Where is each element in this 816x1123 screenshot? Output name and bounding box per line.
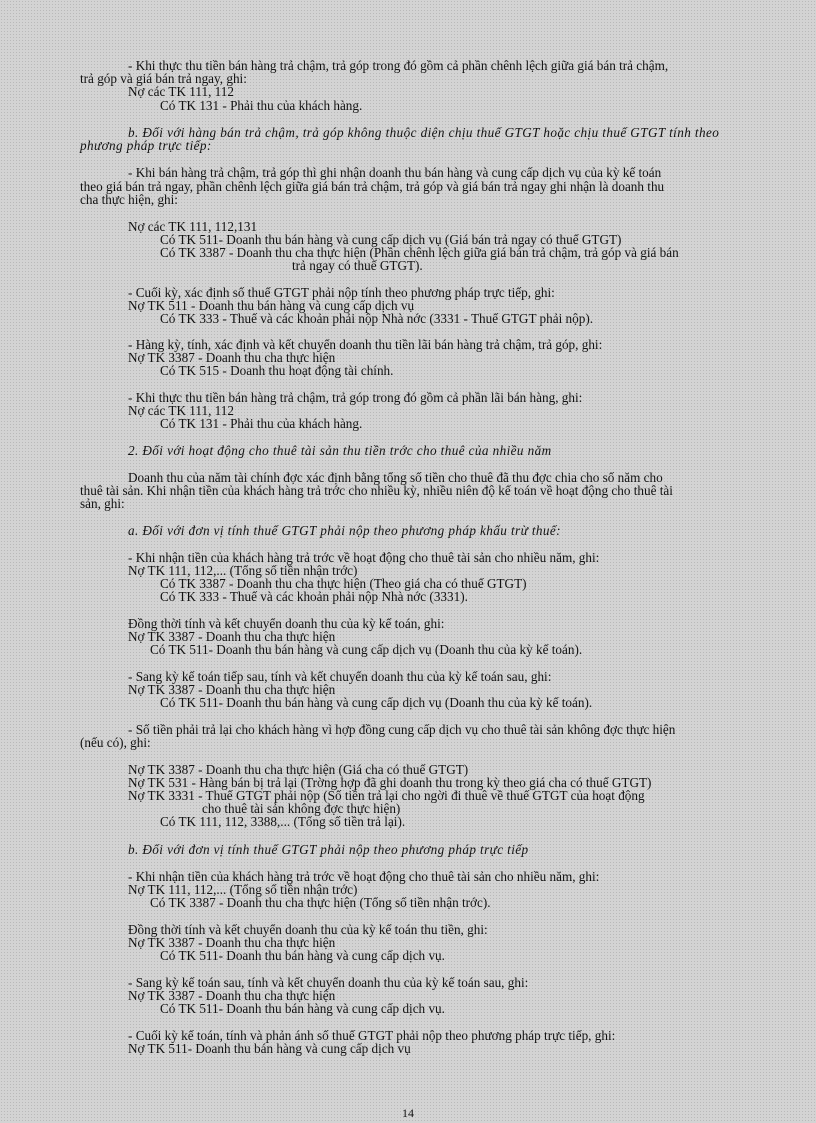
text-line: Doanh thu của năm tài chính đợc xác định bằng tổng số tiền cho thuê đã thu đợc chia cho số năm cho [128,470,663,485]
text-line: Có TK 511- Doanh thu bán hàng và cung cấp dịch vụ (Giá bán trả ngay có thuế GTGT) [160,232,622,247]
text-line: sản, ghi: [80,496,125,511]
text-line: thuê tài sản. Khi nhận tiền của khách hàng trả trớc cho nhiều kỳ, nhiều niên độ kế toán về hoạt động cho thuê tài [80,483,673,498]
text-line: Có TK 511- Doanh thu bán hàng và cung cấp dịch vụ. [160,948,445,963]
section-heading: a. Đối với đơn vị tính thuế GTGT phải nộp theo phương pháp khấu trừ thuế: [128,523,561,538]
text-line: - Khi thực thu tiền bán hàng trả chậm, trả góp trong đó gồm cả phần lãi bán hàng, ghi: [128,390,583,405]
text-line: theo giá bán trả ngay, phần chênh lệch giữa giá bán trả chậm, trả góp và giá bán trả ngay ghi nhận là doanh thu [80,179,665,194]
text-line: Nợ TK 3387 - Doanh thu cha thực hiện [128,350,336,365]
text-line: Nợ TK 3387 - Doanh thu cha thực hiện [128,935,336,950]
section-heading: b. Đối với đơn vị tính thuế GTGT phải nộp theo phương pháp trực tiếp [128,842,529,857]
text-line: trả góp và giá bán trả ngay, ghi: [80,71,247,86]
text-line: Nợ TK 3331 - Thuế GTGT phải nộp (Số tiền trả lại cho ngời đi thuê về thuế GTGT của hoạt động [128,788,645,803]
text-line: Có TK 511- Doanh thu bán hàng và cung cấp dịch vụ. [160,1001,445,1016]
text-line: - Khi nhận tiền của khách hàng trả trớc về hoạt động cho thuê tài sản cho nhiều năm, ghi: [128,550,600,565]
text-line: Nợ TK 3387 - Doanh thu cha thực hiện [128,629,336,644]
text-line: trả ngay có thuế GTGT). [292,258,423,273]
text-line: Có TK 3387 - Doanh thu cha thực hiện (Tổng số tiền nhận trớc). [150,895,491,910]
text-line: Có TK 111, 112, 3388,... (Tổng số tiền trả lại). [160,814,406,829]
text-line: Có TK 131 - Phải thu của khách hàng. [160,416,363,431]
text-line: Đồng thời tính và kết chuyển doanh thu của kỳ kế toán, ghi: [128,616,445,631]
text-line: Có TK 333 - Thuế và các khoản phải nộp Nhà nớc (3331 - Thuế GTGT phải nộp). [160,311,594,326]
text-line: - Khi thực thu tiền bán hàng trả chậm, trả góp trong đó gồm cả phần chênh lệch giữa giá bán trả chậm, [128,58,669,73]
text-line: Nợ các TK 111, 112 [128,84,234,99]
text-line: - Số tiền phải trả lại cho khách hàng vì hợp đồng cung cấp dịch vụ cho thuê tài sản không đợc thực hiện [128,722,676,737]
text-line: - Cuối kỳ kế toán, tính và phản ánh số thuế GTGT phải nộp theo phương pháp trực tiếp, ghi: [128,1028,616,1043]
text-line: - Khi nhận tiền của khách hàng trả trớc về hoạt động cho thuê tài sản cho nhiều năm, ghi: [128,869,600,884]
text-line: Có TK 3387 - Doanh thu cha thực hiện (Phần chênh lệch giữa giá bán trả chậm, trả góp và giá bán [160,245,679,260]
text-line: cha thực hiện, ghi: [80,192,178,207]
text-line: Có TK 333 - Thuế và các khoản phải nộp Nhà nớc (3331). [160,589,468,604]
text-line: Nợ TK 511- Doanh thu bán hàng và cung cấp dịch vụ [128,1041,411,1056]
text-line: Có TK 515 - Doanh thu hoạt động tài chính. [160,363,394,378]
text-line: cho thuê tài sản không đợc thực hiện) [202,801,401,816]
text-line: Nợ TK 511 - Doanh thu bán hàng và cung cấp dịch vụ [128,298,415,313]
text-line: - Khi bán hàng trả chậm, trả góp thì ghi nhận doanh thu bán hàng và cung cấp dịch vụ của kỳ kế toán [128,165,662,180]
text-line: Nợ TK 531 - Hàng bán bị trả lại (Trờng hợp đã ghi doanh thu trong kỳ theo giá cha có thuế GTGT) [128,775,652,790]
text-line: Có TK 3387 - Doanh thu cha thực hiện (Theo giá cha có thuế GTGT) [160,576,527,591]
text-line: Nợ TK 3387 - Doanh thu cha thực hiện (Giá cha có thuế GTGT) [128,762,469,777]
text-line: - Sang kỳ kế toán sau, tính và kết chuyển doanh thu của kỳ kế toán sau, ghi: [128,975,529,990]
text-line: - Cuối kỳ, xác định số thuế GTGT phải nộp tính theo phương pháp trực tiếp, ghi: [128,285,555,300]
section-heading: b. Đối với hàng bán trả chậm, trả góp không thuộc diện chịu thuế GTGT hoặc chịu thuế GTGT tính theo [128,125,720,140]
section-heading: 2. Đối với hoạt động cho thuê tài sản thu tiền trớc cho thuê của nhiều năm [128,443,552,458]
text-line: Nợ TK 111, 112,... (Tổng số tiền nhận trớc) [128,882,358,897]
text-line: Có TK 511- Doanh thu bán hàng và cung cấp dịch vụ (Doanh thu của kỳ kế toán). [150,642,583,657]
text-line: (nếu có), ghi: [80,735,151,750]
text-line: Nợ các TK 111, 112,131 [128,219,258,234]
text-line: Nợ TK 111, 112,... (Tổng số tiền nhận trớc) [128,563,358,578]
text-line: Nợ TK 3387 - Doanh thu cha thực hiện [128,682,336,697]
text-line: Nợ TK 3387 - Doanh thu cha thực hiện [128,988,336,1003]
text-line: Có TK 131 - Phải thu của khách hàng. [160,98,363,113]
text-line: - Hàng kỳ, tính, xác định và kết chuyển doanh thu tiền lãi bán hàng trả chậm, trả góp, ghi: [128,337,603,352]
text-line: Đồng thời tính và kết chuyển doanh thu của kỳ kế toán thu tiền, ghi: [128,922,488,937]
text-line: Nợ các TK 111, 112 [128,403,234,418]
page-number: 14 [402,1106,414,1120]
section-heading: phương pháp trực tiếp: [80,138,212,153]
text-line: Có TK 511- Doanh thu bán hàng và cung cấp dịch vụ (Doanh thu của kỳ kế toán). [160,695,593,710]
text-line: - Sang kỳ kế toán tiếp sau, tính và kết chuyển doanh thu của kỳ kế toán sau, ghi: [128,669,552,684]
